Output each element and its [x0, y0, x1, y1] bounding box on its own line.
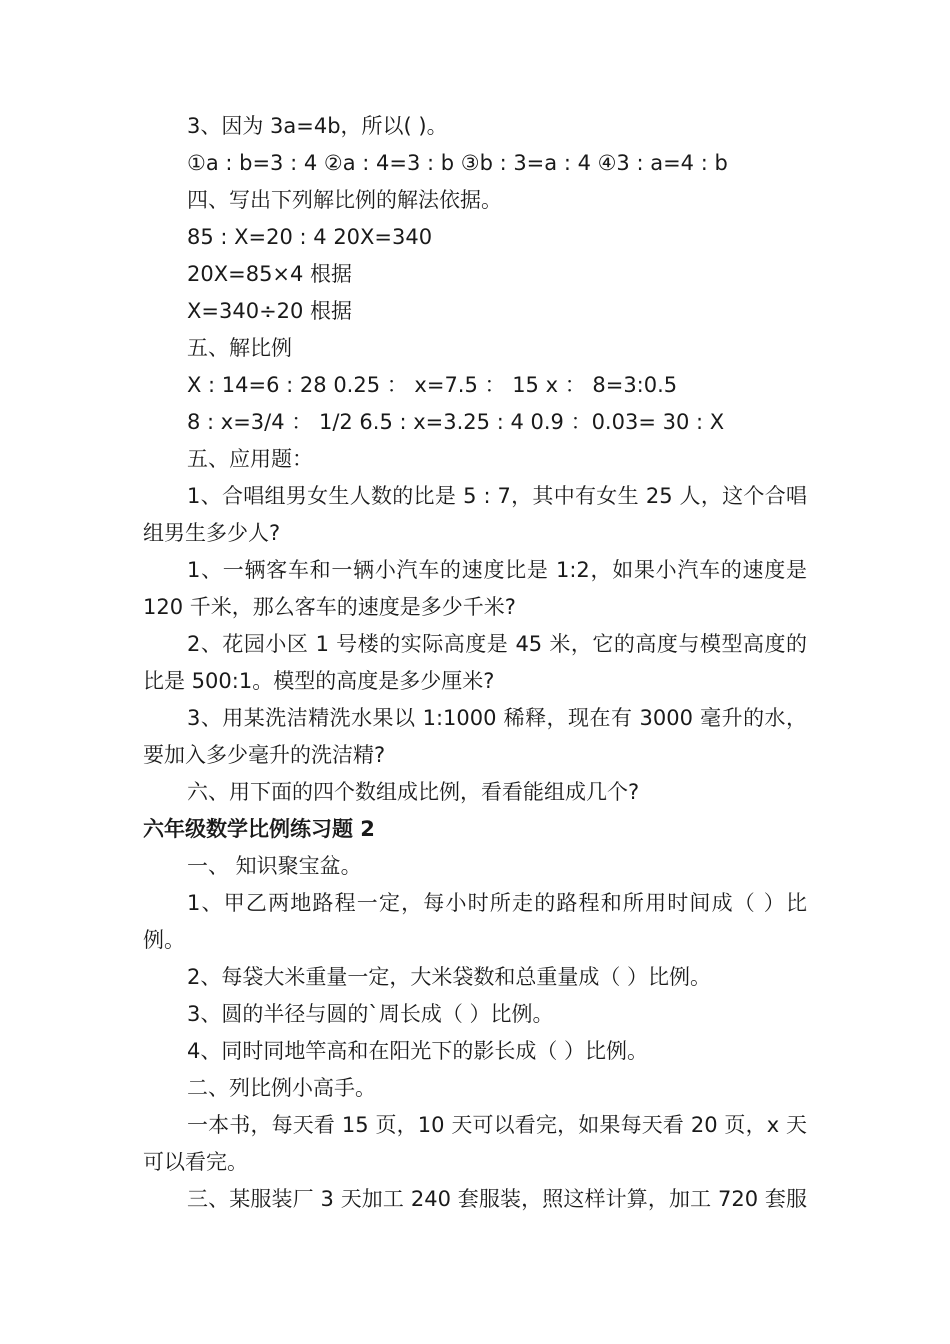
application-heading: 五、应用题： — [187, 447, 313, 471]
problem-speed-line-2: 120 千米，那么客车的速度是多少千米? — [143, 595, 516, 619]
problem-detergent-line-2: 要加入多少毫升的洗洁精? — [143, 743, 386, 767]
solve-step-2: 20X=85×4 根据 — [187, 262, 353, 286]
book-problem-line-1: 一本书，每天看 15 页，10 天可以看完，如果每天看 20 页，x 天 — [187, 1113, 807, 1137]
section-6-heading: 六、用下面的四个数组成比例，看看能组成几个? — [187, 780, 640, 804]
problem-building-line-2: 比是 500:1。模型的高度是多少厘米? — [143, 669, 495, 693]
factory-problem-line-1: 三、某服装厂 3 天加工 240 套服装，照这样计算，加工 720 套服 — [187, 1187, 807, 1211]
proportion-row-2: 8 : x=3/4 ： 1/2 6.5 : x=3.25 : 4 0.9 ：0.03= 30 : X — [187, 410, 725, 434]
problem-speed-line-1: 1、一辆客车和一辆小汽车的速度比是 1:2，如果小汽车的速度是 — [187, 558, 807, 582]
solve-step-3: X=340÷20 根据 — [187, 299, 353, 323]
solve-step-1: 85 : X=20 : 4 20X=340 — [187, 225, 433, 249]
document-title: 六年级数学比例练习题 2 — [143, 817, 375, 841]
problem-building-line-1: 2、花园小区 1 号楼的实际高度是 45 米，它的高度与模型高度的 — [187, 632, 807, 656]
part-1-heading: 一、 知识聚宝盆。 — [187, 854, 362, 878]
book-problem-line-2: 可以看完。 — [143, 1150, 248, 1174]
fill-item-1-line-2: 例。 — [143, 928, 185, 952]
fill-item-3: 3、圆的半径与圆的`周长成（ ）比例。 — [187, 1002, 554, 1026]
problem-choir-line-1: 1、合唱组男女生人数的比是 5 : 7，其中有女生 25 人，这个合唱 — [187, 484, 807, 508]
part-2-heading: 二、列比例小高手。 — [187, 1076, 376, 1100]
fill-item-4: 4、同时同地竿高和在阳光下的影长成（ ）比例。 — [187, 1039, 649, 1063]
section-4-heading: 四、写出下列解比例的解法依据。 — [187, 188, 502, 212]
fill-item-2: 2、每袋大米重量一定，大米袋数和总重量成（ ）比例。 — [187, 965, 712, 989]
section-5-heading: 五、解比例 — [187, 336, 292, 360]
choice-options: ①a : b=3 : 4 ②a : 4=3 : b ③b : 3=a : 4 ④3 : a=4 : b — [187, 151, 728, 175]
proportion-row-1: X : 14=6 : 28 0.25 ： x=7.5 ： 15 x ： 8=3:0.5 — [187, 373, 678, 397]
problem-choir-line-2: 组男生多少人? — [143, 521, 281, 545]
question-3: 3、因为 3a=4b，所以( )。 — [187, 114, 448, 138]
problem-detergent-line-1: 3、用某洗洁精洗水果以 1:1000 稀释，现在有 3000 毫升的水， — [187, 706, 807, 730]
fill-item-1-line-1: 1、甲乙两地路程一定，每小时所走的路程和所用时间成（ ）比 — [187, 891, 807, 915]
